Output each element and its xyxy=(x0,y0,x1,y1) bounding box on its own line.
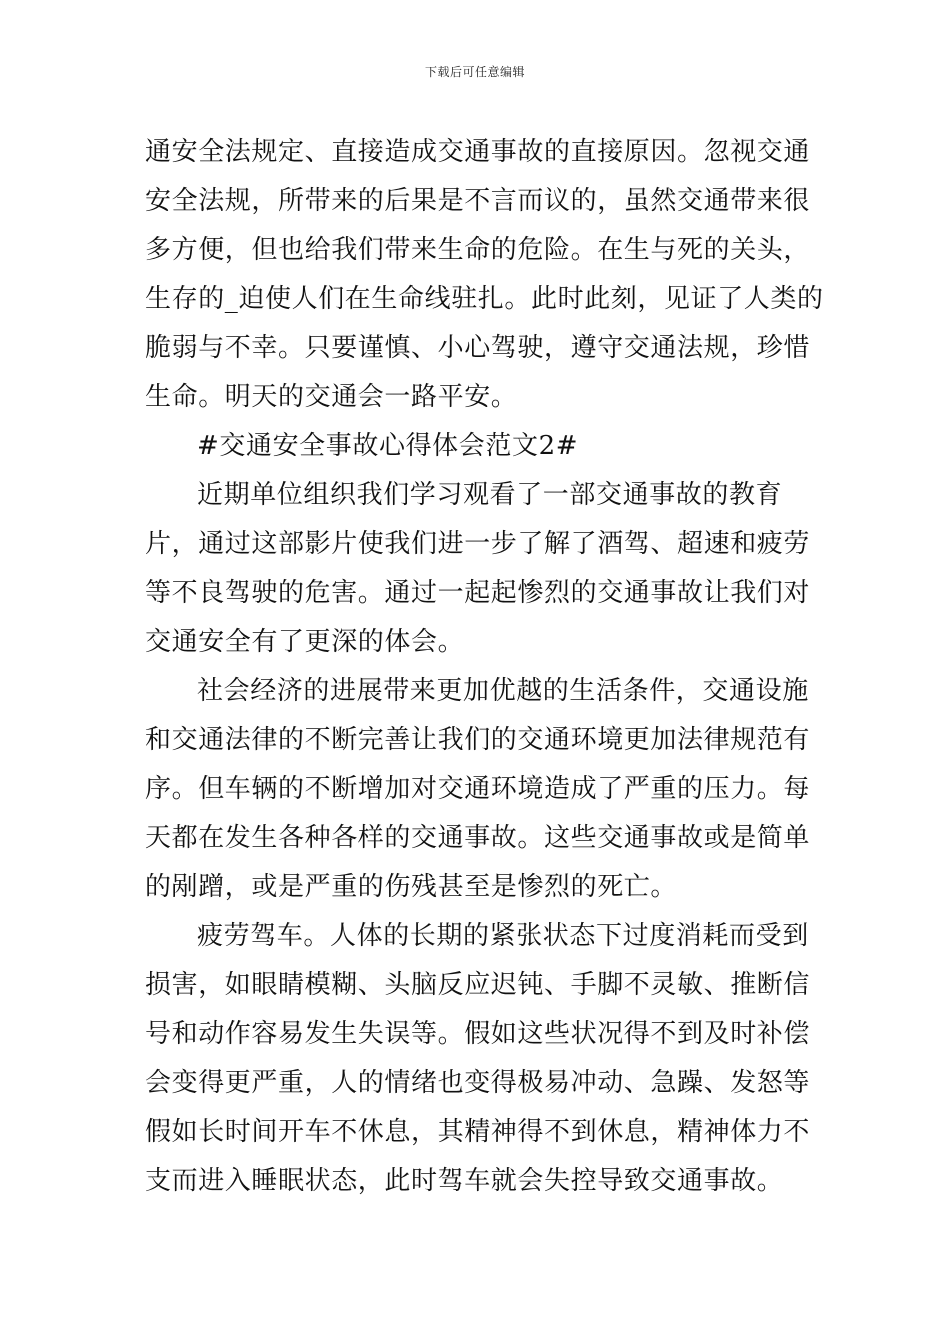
paragraph: 疲劳驾车。人体的长期的紧张状态下过度消耗而受到损害，如眼睛模糊、头脑反应迟钝、手脚不灵敏、推断信号和动作容易发生失误等。假如这些状况得不到及时补偿会变得更严重，人的情绪也变得极易冲动、急躁、发怒等假如长时间开车不休息，其精神得不到休息，精神体力不支而进入睡眠状态，此时驾车就会失控导致交通事故。 xyxy=(145,921,811,1196)
paragraph: 社会经济的进展带来更加优越的生活条件，交通设施和交通法律的不断完善让我们的交通环境更加法律规范有序。但车辆的不断增加对交通环境造成了严重的压力。每天都在发生各种各样的交通事故。这些交通事故或是简单的剐蹭，或是严重的伤残甚至是惨烈的死亡。 xyxy=(145,676,811,902)
header-note: 下载后可任意编辑 xyxy=(424,65,525,79)
paragraph-continuation: 通安全法规定、直接造成交通事故的直接原因。忽视交通安全法规，所带来的后果是不言而议的，虽然交通带来很多方便，但也给我们带来生命的危险。在生与死的关头，生存的_迫使人们在生命线驻扎。此时此刻，见证了人类的脆弱与不幸。只要谨慎、小心驾驶，遵守交通法规，珍惜生命。明天的交通会一路平安。 xyxy=(145,137,824,412)
paragraph: 近期单位组织我们学习观看了一部交通事故的教育片，通过这部影片使我们进一步了解了酒驾、超速和疲劳等不良驾驶的危害。通过一起起惨烈的交通事故让我们对交通安全有了更深的体会。 xyxy=(145,480,811,657)
document-body xyxy=(145,128,825,1206)
section-heading: #交通安全事故心得体会范文2# xyxy=(197,431,579,461)
